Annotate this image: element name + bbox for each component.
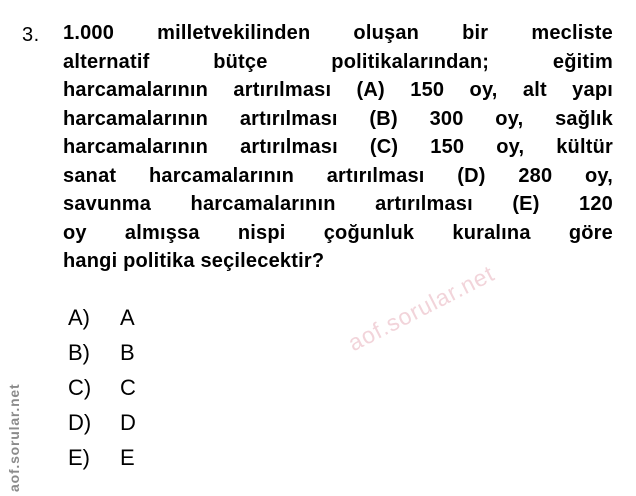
question-line: savunma harcamalarının artırılması (E) 120	[63, 193, 613, 215]
watermark-vertical-left: aof.sorular.net	[6, 383, 22, 492]
question-line: alternatif bütçe politikalarından; eğitim	[63, 50, 613, 73]
option-value: E	[120, 444, 135, 470]
question-line: hangi politika seçilecektir?	[63, 250, 325, 272]
question-line: oy almışsa nispi çoğunluk kuralına göre	[63, 221, 613, 244]
question-number: 3.	[22, 24, 40, 46]
option-row-e	[68, 440, 150, 475]
option-value: A	[120, 304, 135, 330]
question-line: harcamalarının artırılması (B) 300 oy, sağlık	[63, 107, 613, 130]
watermark-diagonal: aof.sorular.net	[343, 259, 499, 357]
option-label: E)	[68, 444, 90, 470]
option-label: B)	[68, 339, 90, 365]
question-line: 1.000 milletvekilinden oluşan bir mecliste	[63, 22, 613, 44]
option-value: C	[120, 374, 136, 400]
question-line: harcamalarının artırılması (C) 150 oy, kültür	[63, 136, 613, 158]
option-label: C)	[68, 374, 92, 400]
option-row-d	[68, 405, 150, 440]
question-text	[63, 19, 613, 276]
option-row-b	[68, 335, 150, 370]
option-row-c	[68, 370, 150, 405]
option-row-a	[68, 300, 150, 335]
option-label: A)	[68, 304, 90, 330]
option-label: D)	[68, 409, 92, 435]
question-line: sanat harcamalarının artırılması (D) 280 oy,	[63, 164, 613, 187]
answer-options	[68, 300, 150, 475]
question-line: harcamalarının artırılması (A) 150 oy, alt yapı	[63, 79, 613, 101]
option-value: D	[120, 409, 136, 435]
option-value: B	[120, 339, 135, 365]
